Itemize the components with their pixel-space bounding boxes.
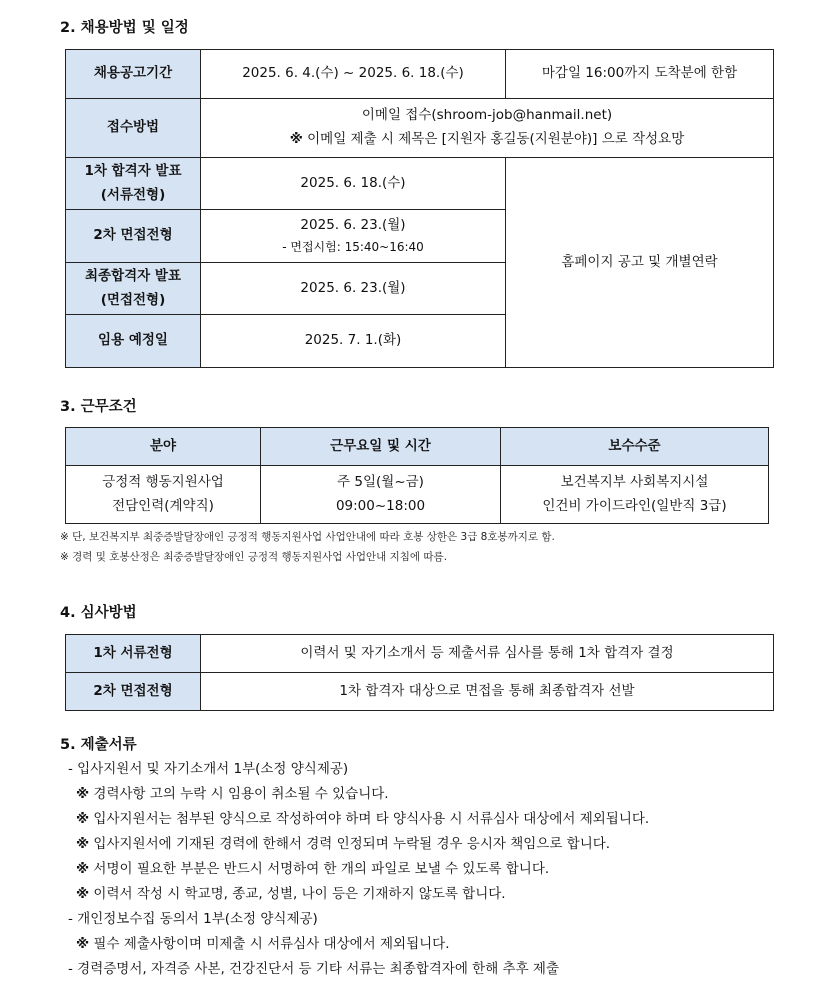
doc-item-3: - 경력증명서, 자격증 사본, 건강진단서 등 기타 서류는 최종합격자에 한해 추후 제출: [68, 961, 560, 977]
col-header-pay: 보수수준: [501, 428, 769, 466]
second-interview-label: 2차 면접전형: [66, 210, 201, 263]
field-line1: 긍정적 행동지원사업: [102, 473, 224, 490]
doc-note-4-text: 서명이 필요한 부분은 반드시 서명하여 한 개의 파일로 보낼 수 있도록 합니다.: [89, 861, 550, 877]
time-line1: 주 5일(월~금): [337, 473, 424, 490]
reference-mark: ※: [76, 836, 90, 852]
final-result-value: 2025. 6. 23.(월): [201, 263, 506, 315]
doc-note-3: [76, 832, 610, 852]
col-header-field: 분야: [66, 428, 261, 466]
review-table: [65, 634, 774, 711]
doc-note-2: [76, 807, 649, 827]
time-line2: 09:00~18:00: [335, 497, 426, 514]
condition-note-2: ※ 경력 및 호봉산정은 최중증발달장애인 긍정적 행동지원사업 사업안내 지침에 따름.: [60, 551, 448, 563]
time-cell: [261, 466, 501, 524]
reference-mark: ※: [76, 786, 90, 802]
method-note: [201, 128, 773, 152]
reference-mark: ※: [289, 131, 303, 147]
doc-item-2: - 개인정보수집 동의서 1부(소정 양식제공): [68, 911, 318, 927]
col-header-time: 근무요일 및 시간: [261, 428, 501, 466]
method-email: 이메일 접수(shroom-job@hanmail.net): [361, 107, 613, 124]
review-row1-label: 1차 서류전형: [66, 635, 201, 673]
condition-note-1: ※ 단, 보건복지부 최중증발달장애인 긍정적 행동지원사업 사업안내에 따라 호봉 상한은 3급 8호봉까지로 함.: [60, 531, 555, 543]
doc-note-6: [76, 932, 449, 952]
appointment-value: 2025. 7. 1.(화): [201, 315, 506, 368]
first-result-value: 2025. 6. 18.(수): [201, 158, 506, 210]
pay-line1: 보건복지부 사회복지시설: [560, 473, 709, 490]
doc-note-1: [76, 782, 389, 802]
pay-line2: 인건비 가이드라인(일반직 3급): [542, 497, 727, 514]
appointment-label: 임용 예정일: [66, 315, 201, 368]
method-value: [201, 99, 774, 158]
second-interview-date: 2025. 6. 23.(월): [300, 216, 406, 233]
first-result-label: [66, 158, 201, 210]
period-deadline: 마감일 16:00까지 도착분에 한함: [506, 50, 774, 99]
review-row2-label: 2차 면접전형: [66, 673, 201, 711]
first-result-label-line1: 1차 합격자 발표: [84, 162, 182, 179]
final-result-label-line1: 최종합격자 발표: [85, 267, 181, 284]
doc-item-1: - 입사지원서 및 자기소개서 1부(소정 양식제공): [68, 761, 349, 777]
reference-mark: ※: [76, 886, 90, 902]
second-interview-value: [201, 210, 506, 263]
reference-mark: ※: [76, 861, 90, 877]
pay-cell: [501, 466, 769, 524]
doc-note-4: [76, 857, 549, 877]
doc-note-5: [76, 882, 506, 902]
period-label: 채용공고기간: [66, 50, 201, 99]
review-row2-value: 1차 합격자 대상으로 면접을 통해 최종합격자 선발: [201, 673, 774, 711]
final-result-label-line2: (면접전형): [100, 291, 166, 308]
second-interview-time: - 면접시험: 15:40~16:40: [282, 240, 424, 255]
final-result-label: [66, 263, 201, 315]
section4-heading: 4. 심사방법: [60, 605, 137, 621]
section3-heading: 3. 근무조건: [60, 399, 137, 415]
doc-note-1-text: 경력사항 고의 누락 시 임용이 취소될 수 있습니다.: [89, 786, 389, 802]
reference-mark: ※: [76, 936, 90, 952]
schedule-table: [65, 49, 774, 368]
doc-note-6-text: 필수 제출사항이며 미제출 시 서류심사 대상에서 제외됩니다.: [89, 936, 450, 952]
notice-merged: 홈페이지 공고 및 개별연락: [506, 158, 774, 368]
doc-note-2-text: 입사지원서는 첨부된 양식으로 작성하여야 하며 타 양식사용 시 서류심사 대상에서 제외됩니다.: [89, 811, 650, 827]
review-row1-value: 이력서 및 자기소개서 등 제출서류 심사를 통해 1차 합격자 결정: [201, 635, 774, 673]
method-note-text: 이메일 제출 시 제목은 [지원자 홍길동(지원분야)] 으로 작성요망: [302, 131, 685, 147]
section5-heading: 5. 제출서류: [60, 737, 137, 753]
field-cell: [66, 466, 261, 524]
section2-heading: 2. 채용방법 및 일정: [60, 20, 189, 36]
conditions-table: [65, 427, 769, 524]
field-line2: 전담인력(계약직): [112, 497, 214, 514]
reference-mark: ※: [76, 811, 90, 827]
doc-note-5-text: 이력서 작성 시 학교명, 종교, 성별, 나이 등은 기재하지 않도록 합니다.: [89, 886, 506, 902]
period-value: 2025. 6. 4.(수) ~ 2025. 6. 18.(수): [201, 50, 506, 99]
method-label: 접수방법: [66, 99, 201, 158]
doc-note-3-text: 입사지원서에 기재된 경력에 한해서 경력 인정되며 누락될 경우 응시자 책임으로 합니다.: [89, 836, 611, 852]
first-result-label-line2: (서류전형): [100, 186, 166, 203]
